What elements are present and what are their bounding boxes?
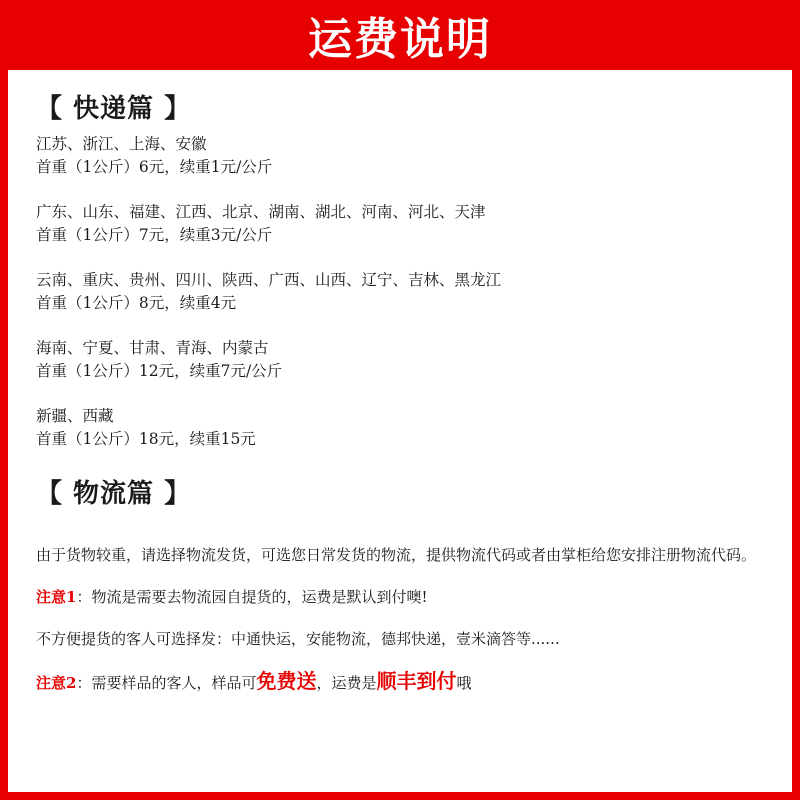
region-provinces: 广东、山东、福建、江西、北京、湖南、湖北、河南、河北、天津 [36,203,486,221]
region-block [36,269,792,315]
region-block [36,133,792,179]
region-price: 首重（1公斤）12元，续重7元/公斤 [36,362,283,380]
logistics-intro: 由于货物较重，请选择物流发货，可选您日常发货的物流，提供物流代码或者由掌柜给您安排注册物流代码。 [36,546,757,564]
region-provinces: 云南、重庆、贵州、四川、陕西、广西、山西、辽宁、吉林、黑龙江 [36,271,502,289]
region-price: 首重（1公斤）6元，续重1元/公斤 [36,158,273,176]
page-title: 运费说明 [308,14,492,65]
free-sample-highlight: 免费送 [256,669,317,693]
note-1 [36,586,792,608]
note-2-text-a: ：需要样品的客人，样品可 [76,674,257,692]
express-heading: 【 快递篇 】 [36,94,192,124]
note-1-label: 注意1 [36,588,77,606]
alternative-carriers: 不方便提货的客人可选择发：中通快运，安能物流，德邦快递，壹米滴答等...... [36,630,560,648]
region-price: 首重（1公斤）7元，续重3元/公斤 [36,226,273,244]
region-provinces: 海南、宁夏、甘肃、青海、内蒙古 [36,339,269,357]
region-price: 首重（1公斤）8元，续重4元 [36,294,237,312]
region-block [36,405,792,451]
note-2 [36,670,792,694]
region-block [36,337,792,383]
region-provinces: 江苏、浙江、上海、安徽 [36,135,207,153]
note-2-text-c: 哦 [456,674,472,692]
region-provinces: 新疆、西藏 [36,407,114,425]
title-bar [8,0,792,70]
note-1-text: ：物流是需要去物流园自提货的，运费是默认到付噢! [76,588,428,606]
note-2-text-b: ，运费是 [316,674,377,692]
content-panel [8,70,792,792]
region-price: 首重（1公斤）18元，续重15元 [36,430,256,448]
note-2-label: 注意2 [36,674,77,692]
logistics-heading: 【 物流篇 】 [36,479,192,509]
region-block [36,201,792,247]
sf-cod-highlight: 顺丰到付 [376,669,457,693]
